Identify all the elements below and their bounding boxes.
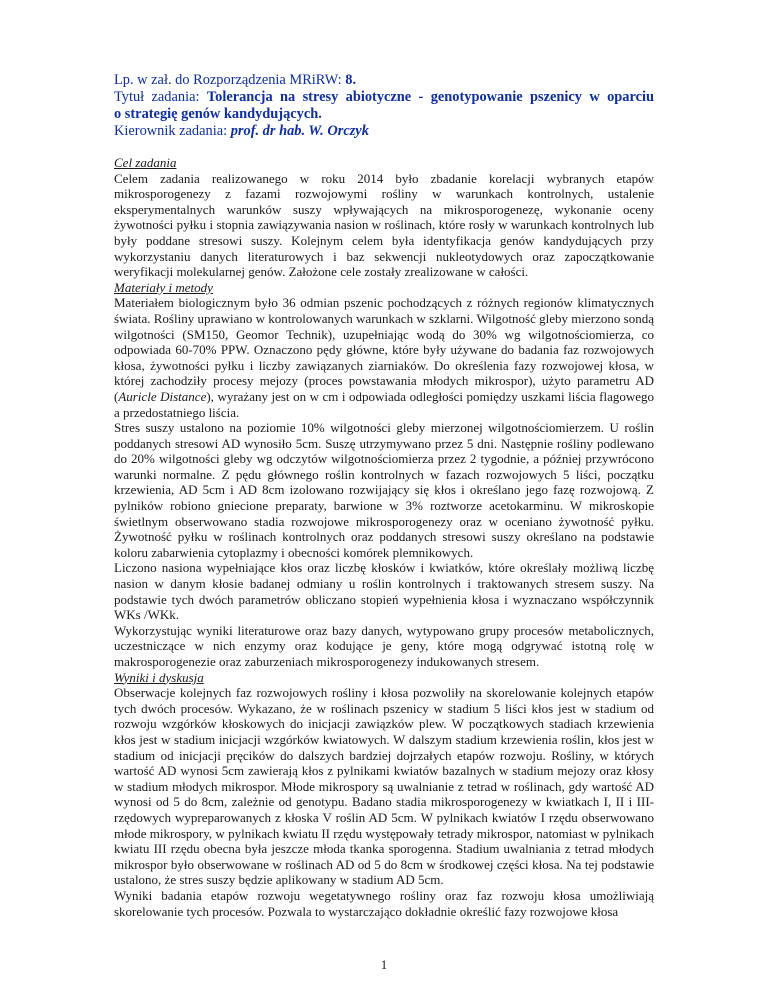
page-number: 1 — [380, 957, 388, 972]
paragraph-materialy-1 — [114, 295, 654, 420]
manager-value: prof. dr hab. W. Orczyk — [230, 123, 369, 139]
section-heading-materialy: Materiały i metody — [114, 279, 213, 295]
lp-value: 8. — [345, 72, 357, 88]
title-label: Tytuł zadania: — [114, 89, 200, 105]
paragraph-materialy-3: Liczono nasiona wypełniające kłos oraz liczbę kłosków i kwiatków, które określały możliwą liczbę nasion w danym kłosie badanej odmiany u roślin kontrolnych i traktowanych stresem suszy. Na podstawie tych dwóch parametrów obliczano stopień wypełnienia kłosa i wyznaczano współczynnik WKs /WKk. — [114, 560, 654, 623]
paragraph-cel-1: Celem zadania realizowanego w roku 2014 było zbadanie korelacji wybranych etapów mikrosporogenezy z fazami rozwojowymi rośliny w warunkach kontrolnych, ustalenie eksperymentalnych warunków suszy wpływających na mikrosporogenezę, wykonanie oceny żywotności pyłku i stopnia zawiązywania nasion w roślinach, które rosły w warunkach kontrolnych lub były poddane stresowi suszy. Kolejnym celem była identyfikacja genów kandydujących przy wykorzystaniu danych literaturowych i baz sekwencji nukleotydowych oraz zapoczątkowanie weryfikacji molekularnej genów. Założone cele zostały zrealizowane w całości. — [114, 170, 654, 280]
title-value-line2: o strategię genów kandydujących. — [114, 106, 322, 122]
paragraph-wyniki-2: Wyniki badania etapów rozwoju wegetatywnego rośliny oraz faz rozwoju kłosa umożliwiają skorelowanie tych procesów. Pozwala to wystarczająco dokładnie określić fazy rozwojowe kłosa — [114, 887, 654, 919]
manager-label: Kierownik zadania: — [114, 123, 228, 139]
title-line-2 — [114, 106, 654, 123]
paragraph-wyniki-1: Obserwacje kolejnych faz rozwojowych rośliny i kłosa pozwoliły na skorelowanie kolejnych etapów tych dwóch procesów. Wykazano, że w roślinach pszenicy w stadium 5 liści kłos jest w stadium od rozwoju wzgórków kłoskowych do inicjacji zawiązków plew. W początkowych stadiach krzewienia kłos jest w stadium inicjacji wzgórków kwiatowych. W dalszym stadium krzewienia roślin, kłos jest w stadium od inicjacji pręcików do dalszych bardziej dojrzałych etapów rozwoju. Rośliny, w których wartość AD wynosi 5cm zawierają kłos z pylnikami kwiatów bazalnych w stadium mejozy oraz kłosy w stadium młodych mikrospor. Młode mikrospory są uwalnianie z tetrad w roślinach, gdy wartość AD wynosi od 5 do 8cm, zależnie od genotypu. Badano stadia mikrosporogenezy w kwiatkach I, II i III-rzędowych wypreparowanych z kłoska V roślin AD 5cm. W pylnikach kwiatów I rzędu obserwowano młode mikrospory, w pylnikach kwiatu II rzędu występowały tetrady mikrospor, natomiast w pylnikach kwiatu III rzędu obecna była jeszcze młoda tkanka sporogenna. Stadium uwalniania z tetrad młodych mikrospor było obserwowane w roślinach AD od 5 do 8cm w środkowej części kłosa. Na tej podstawie ustalono, że stres suszy będzie aplikowany w stadium AD 5cm. — [114, 685, 654, 888]
section-heading-wyniki: Wyniki i dyskusja — [114, 669, 204, 685]
auricle-distance-term: Auricle Distance — [118, 388, 207, 404]
title-line — [114, 89, 654, 106]
lp-line — [114, 72, 654, 89]
section-heading-cel: Cel zadania — [114, 155, 177, 170]
paragraph-materialy-2: Stres suszy ustalono na poziomie 10% wilgotności gleby mierzonej wilgotnościomierzem. U roślin poddanych stresowi AD wynosiło 5cm. Suszę utrzymywano przez 5 dni. Następnie rośliny podlewano do 20% wilgotności gleby wg odczytów wilgotnościomierza przez 2 tygodnie, a później przywrócono warunki normalne. Z pędu głównego roślin kontrolnych w fazach rozwojowych 5 liści, początku krzewienia, AD 5cm i AD 8cm izolowano rozwijający się kłos i określano jego fazę rozwojową. Z pylników robiono gniecione preparaty, barwione w 3% roztworze acetokarminu. W mikroskopie świetlnym obserwowano stadia rozwojowe mikrosporogenezy oraz w oceniano żywotność pyłku. Żywotność pyłku w roślinach kontrolnych oraz poddanych stresowi suszy określano na podstawie koloru zabarwienia cytoplazmy i obecności komórek plemnikowych. — [114, 420, 654, 560]
paragraph-materialy-1-text-b: ), wyrażany jest on w cm i odpowiada odległości pomiędzy uszkami liścia flagowego a przedostatniego liścia. — [114, 388, 654, 420]
paragraph-materialy-4: Wykorzystując wyniki literaturowe oraz bazy danych, wytypowano grupy procesów metabolicznych, uczestniczące w nich enzymy oraz kodujące je geny, które mogą odgrywać istotną rolę w makrosporogenezie oraz zaburzeniach mikrosporogenezy indukowanych stresem. — [114, 622, 654, 669]
title-value-line1: Tolerancja na stresy abiotyczne - genotypowanie pszenicy w oparciu — [206, 89, 654, 105]
document-header — [114, 72, 654, 140]
manager-line — [114, 123, 654, 140]
lp-label: Lp. w zał. do Rozporządzenia MRiRW: — [114, 72, 342, 88]
paragraph-materialy-1-text-a: Materiałem biologicznym było 36 odmian pszenic pochodzących z różnych regionów klimatycznych świata. Rośliny uprawiano w kontrolowanych warunkach w szklarni. Wilgotność gleby mierzono sondą wilgotności (SM150, Geomor Technik), uzupełniając wodą do 30% wg wilgotnościomierza, co odpowiada 60-70% PPW. Oznaczono pędy główne, które były używane do badania faz rozwojowych kłosa, żywotności pyłku i liczby zawiązanych ziarniaków. Do określenia fazy rozwojowej kłosa, w której zachodziły procesy mejozy (proces powstawania młodych mikrospor), użyto parametru AD ( — [114, 295, 654, 404]
